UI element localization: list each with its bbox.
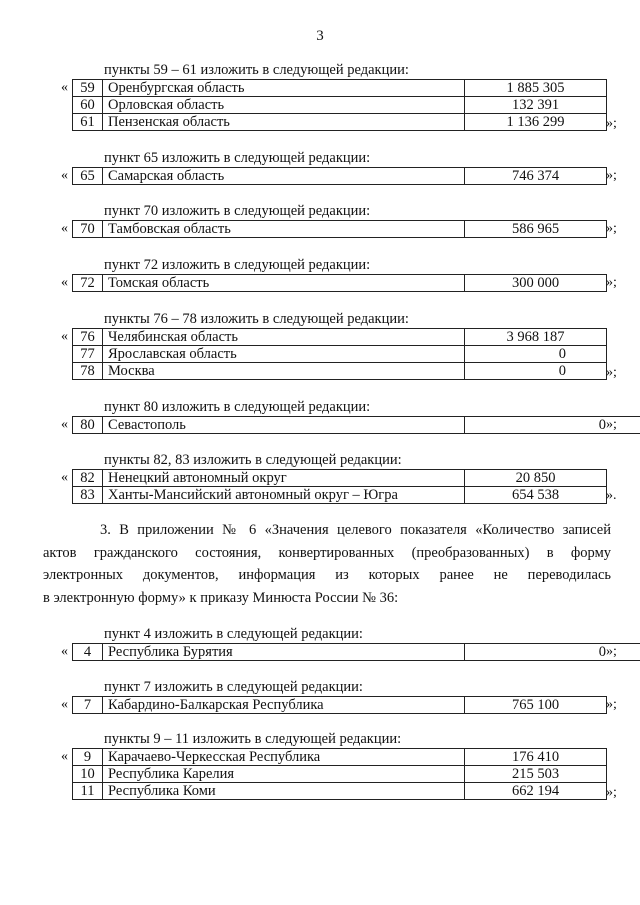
- table-row: [73, 783, 607, 800]
- open-quote: «: [61, 749, 68, 764]
- region-name: Москва: [103, 363, 465, 380]
- region-name: Кабардино-Балкарская Республика: [103, 697, 465, 714]
- region-name: Орловская область: [103, 97, 465, 114]
- paragraph-line: электронных документов, информация из которых ранее не переводилась: [43, 567, 611, 583]
- region-value: 654 538: [465, 487, 607, 504]
- open-quote: «: [61, 697, 68, 712]
- table-row: [73, 97, 607, 114]
- amendment-table: [72, 643, 640, 661]
- region-value: 1 136 299: [465, 114, 607, 131]
- region-name: Республика Бурятия: [103, 644, 465, 661]
- close-quote: »;: [606, 116, 617, 131]
- region-name: Томская область: [103, 275, 465, 292]
- row-number: 4: [73, 644, 103, 661]
- region-value: 0: [465, 417, 640, 434]
- open-quote: «: [61, 168, 68, 183]
- region-value: 215 503: [465, 766, 607, 783]
- amendment-caption: пункты 82, 83 изложить в следующей редакции:: [104, 452, 402, 468]
- table-row: [73, 329, 607, 346]
- row-number: 7: [73, 697, 103, 714]
- table-row: [73, 275, 607, 292]
- open-quote: «: [61, 221, 68, 236]
- amendment-caption: пункт 4 изложить в следующей редакции:: [104, 626, 363, 642]
- close-quote: ».: [606, 488, 617, 503]
- paragraph-line: в электронную форму» к приказу Минюста России № 36:: [43, 589, 399, 606]
- page-number: 3: [316, 28, 324, 44]
- amendment-table: [72, 328, 607, 380]
- amendment-table: [72, 220, 607, 238]
- row-number: 59: [73, 80, 103, 97]
- row-number: 60: [73, 97, 103, 114]
- table-row: [73, 80, 607, 97]
- table-row: [73, 114, 607, 131]
- amendment-table: [72, 167, 607, 185]
- amendment-caption: пункт 72 изложить в следующей редакции:: [104, 257, 371, 273]
- row-number: 77: [73, 346, 103, 363]
- region-value: 132 391: [465, 97, 607, 114]
- region-name: Пензенская область: [103, 114, 465, 131]
- region-name: Ненецкий автономный округ: [103, 470, 465, 487]
- region-name: Карачаево-Черкесская Республика: [103, 749, 465, 766]
- region-value: 1 885 305: [465, 80, 607, 97]
- amendment-table: [72, 416, 640, 434]
- amendment-table: [72, 79, 607, 131]
- row-number: 83: [73, 487, 103, 504]
- table-row: [73, 749, 607, 766]
- row-number: 65: [73, 168, 103, 185]
- amendment-caption: пункты 76 – 78 изложить в следующей редакции:: [104, 311, 409, 327]
- region-value: 176 410: [465, 749, 607, 766]
- close-quote: »;: [606, 644, 617, 659]
- region-value: 746 374: [465, 168, 607, 185]
- table-row: [73, 417, 640, 434]
- table-row: [73, 766, 607, 783]
- amendment-caption: пункт 65 изложить в следующей редакции:: [104, 150, 371, 166]
- region-name: Республика Коми: [103, 783, 465, 800]
- amendment-caption: пункт 70 изложить в следующей редакции:: [104, 203, 371, 219]
- paragraph-line: актов гражданского состояния, конвертированных (преобразованных) в форму: [43, 544, 611, 561]
- region-value: 765 100: [465, 697, 607, 714]
- paragraph-line: 3. В приложении № 6 «Значения целевого показателя «Количество записей: [100, 522, 611, 538]
- row-number: 82: [73, 470, 103, 487]
- region-value: 300 000: [465, 275, 607, 292]
- open-quote: «: [61, 417, 68, 432]
- amendment-caption: пункты 59 – 61 изложить в следующей редакции:: [104, 62, 409, 78]
- table-row: [73, 487, 607, 504]
- close-quote: »;: [606, 365, 617, 380]
- open-quote: «: [61, 275, 68, 290]
- region-name: Ханты-Мансийский автономный округ – Югра: [103, 487, 465, 504]
- region-value: 0: [465, 346, 607, 363]
- close-quote: »;: [606, 785, 617, 800]
- amendment-table: [72, 469, 607, 504]
- table-row: [73, 168, 607, 185]
- row-number: 9: [73, 749, 103, 766]
- region-name: Ярославская область: [103, 346, 465, 363]
- row-number: 72: [73, 275, 103, 292]
- region-name: Севастополь: [103, 417, 465, 434]
- row-number: 78: [73, 363, 103, 380]
- region-name: Тамбовская область: [103, 221, 465, 238]
- row-number: 10: [73, 766, 103, 783]
- region-name: Оренбургская область: [103, 80, 465, 97]
- amendment-caption: пункты 9 – 11 изложить в следующей редакции:: [104, 731, 402, 747]
- table-row: [73, 363, 607, 380]
- close-quote: »;: [606, 168, 617, 183]
- close-quote: »;: [606, 275, 617, 290]
- open-quote: «: [61, 470, 68, 485]
- table-row: [73, 470, 607, 487]
- region-value: 20 850: [465, 470, 607, 487]
- table-row: [73, 221, 607, 238]
- region-name: Самарская область: [103, 168, 465, 185]
- region-name: Республика Карелия: [103, 766, 465, 783]
- row-number: 76: [73, 329, 103, 346]
- region-value: 586 965: [465, 221, 607, 238]
- amendment-table: [72, 696, 607, 714]
- table-row: [73, 346, 607, 363]
- open-quote: «: [61, 329, 68, 344]
- table-row: [73, 697, 607, 714]
- amendment-paragraph: [43, 519, 611, 609]
- table-row: [73, 644, 640, 661]
- close-quote: »;: [606, 417, 617, 432]
- region-value: 0: [465, 644, 640, 661]
- close-quote: »;: [606, 697, 617, 712]
- open-quote: «: [61, 644, 68, 659]
- open-quote: «: [61, 80, 68, 95]
- amendment-caption: пункт 7 изложить в следующей редакции:: [104, 679, 363, 695]
- amendment-caption: пункт 80 изложить в следующей редакции:: [104, 399, 371, 415]
- row-number: 61: [73, 114, 103, 131]
- close-quote: »;: [606, 221, 617, 236]
- row-number: 80: [73, 417, 103, 434]
- amendment-table: [72, 748, 607, 800]
- row-number: 11: [73, 783, 103, 800]
- amendment-table: [72, 274, 607, 292]
- region-value: 0: [465, 363, 607, 380]
- row-number: 70: [73, 221, 103, 238]
- region-value: 3 968 187: [465, 329, 607, 346]
- region-name: Челябинская область: [103, 329, 465, 346]
- region-value: 662 194: [465, 783, 607, 800]
